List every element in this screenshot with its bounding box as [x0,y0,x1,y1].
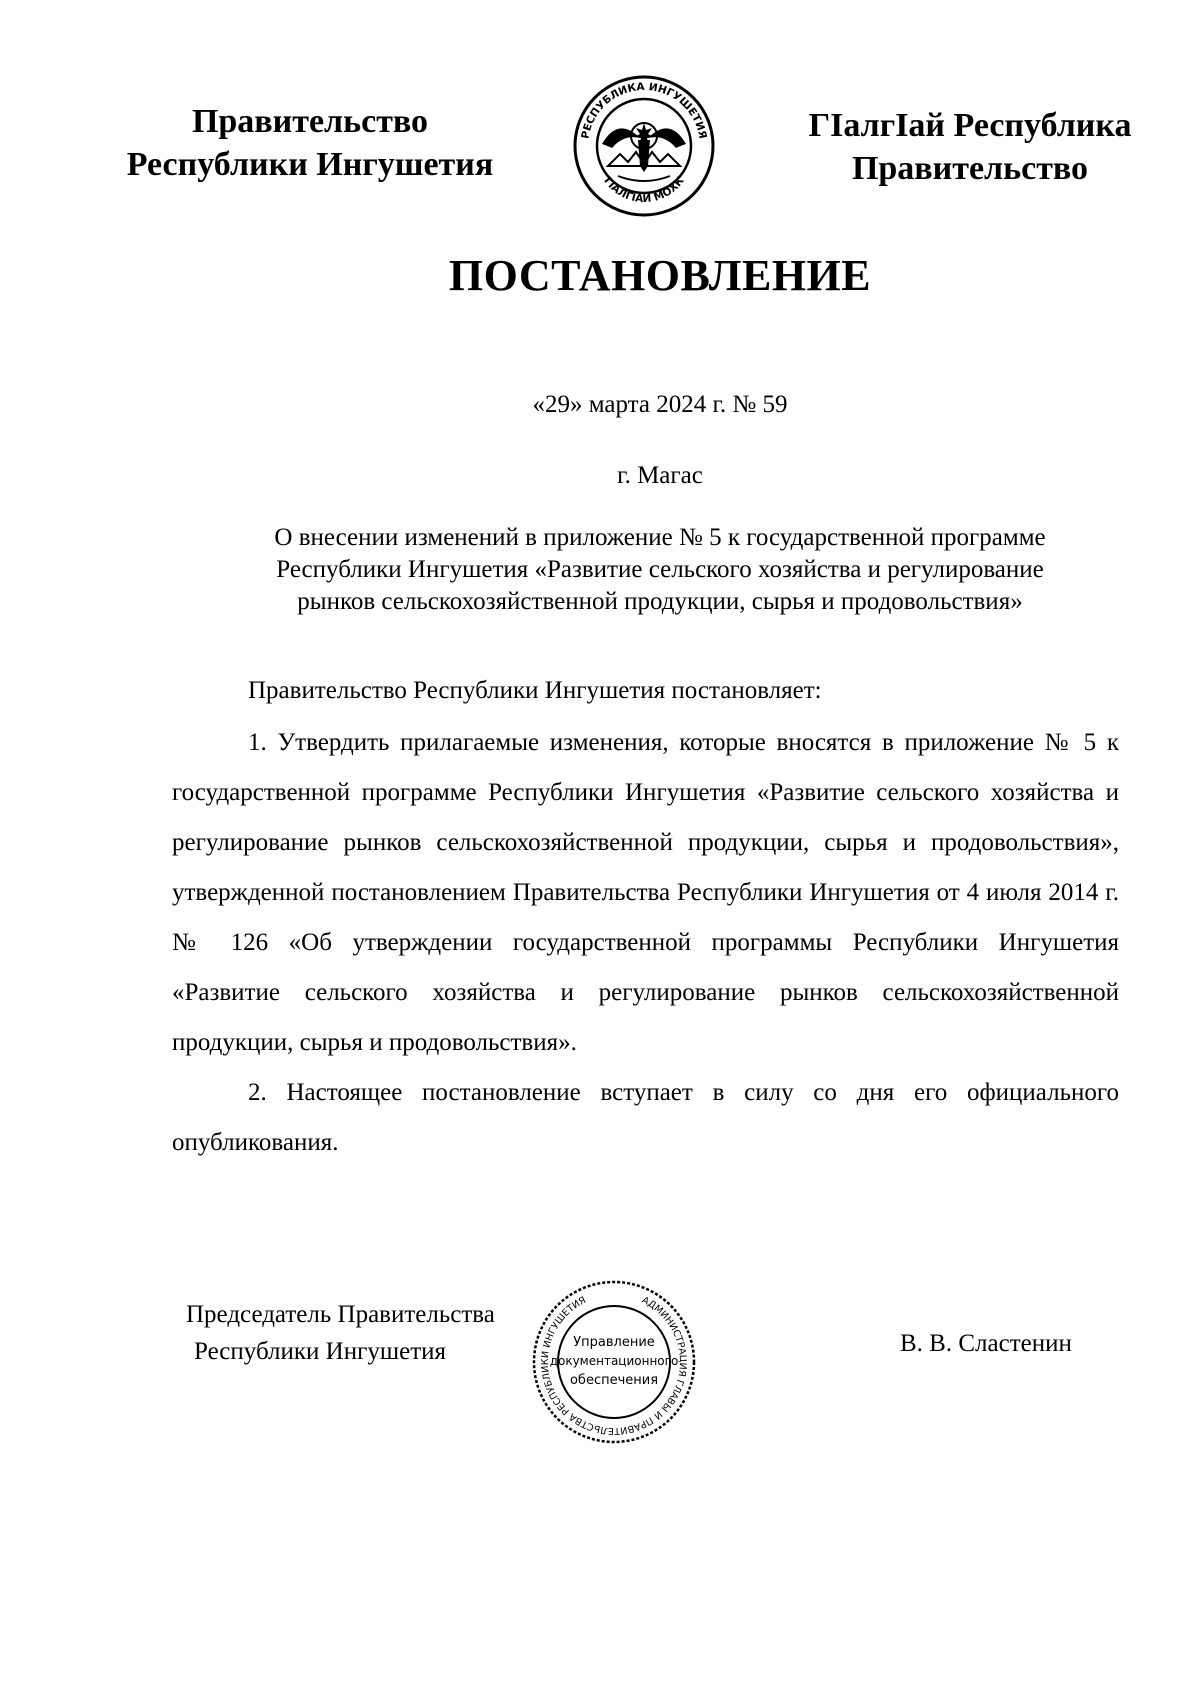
date-number-line: «29» марта 2024 г. № 59 [532,391,788,418]
signatory-name: В. В. Сластенин [900,1330,1072,1357]
body-intro: Правительство Республики Ингушетия постановляет: [248,677,822,704]
coat-of-arms-emblem [572,74,716,218]
city-line: г. Магас [617,462,703,489]
emblem-top-text: РЕСПУБЛИКА ИНГУШЕТИЯ [579,80,709,140]
document-title: ПОСТАНОВЛЕНИЕ [448,251,872,300]
emblem-eagle-icon [602,123,686,181]
body-item-2: 2. Настоящее постановление вступает в силу со дня его официального опубликования. [172,1079,1119,1156]
header-left-line1: Правительство [191,103,429,140]
signature-title-line2: Республики Ингушетия [194,1338,447,1365]
subject-line3: рынков сельскохозяйственной продукции, сырья и продовольствия» [297,588,1023,615]
header-right-line2: Правительство [851,150,1089,187]
header-left-line2: Республики Ингушетия [126,146,494,183]
document-subject [160,522,1160,618]
subject-line1: О внесении изменений в приложение № 5 к государственной программе [274,524,1046,551]
stamp-center-line2: документационного [549,1354,679,1368]
header-right-line1: ГIалгIай Республика [808,107,1132,144]
header-right-block [790,104,1150,190]
subject-line2: Республики Ингушетия «Развитие сельского хозяйства и регулирование [276,556,1044,583]
stamp-center-line1: Управление [573,1335,655,1350]
body-item-1: 1. Утвердить прилагаемые изменения, которые вносятся в приложение № 5 к государственной программе Республики Ингушетия «Развитие сельского хозяйства и регулирование рынков сельскохозяйственной продукции, сырья и продовольствия», утвержденной постановлением Правительства Республики Ингушетия от 4 июля 2014 г. № 126 «Об утверждении государственной программы Республики Ингушетия «Развитие сельского хозяйства и регулирование рынков сельскохозяйственной продукции, сырья и продовольствия». [172,729,1119,1056]
stamp-center-line3: обеспечения [569,1373,659,1388]
signature-title-block [186,1296,495,1370]
body-items [172,718,1119,1168]
emblem-bottom-text: ГIАЛГIАЙ МОХК [601,174,687,206]
header-left-block [110,100,510,186]
stamp-ring-text: АДМИНИСТРАЦИЯ ГЛАВЫ И ПРАВИТЕЛЬСТВА РЕСПУБЛИКИ ИНГУШЕТИЯ [539,1294,689,1437]
signature-title-line1: Председатель Правительства [186,1301,495,1328]
official-stamp [530,1278,698,1446]
